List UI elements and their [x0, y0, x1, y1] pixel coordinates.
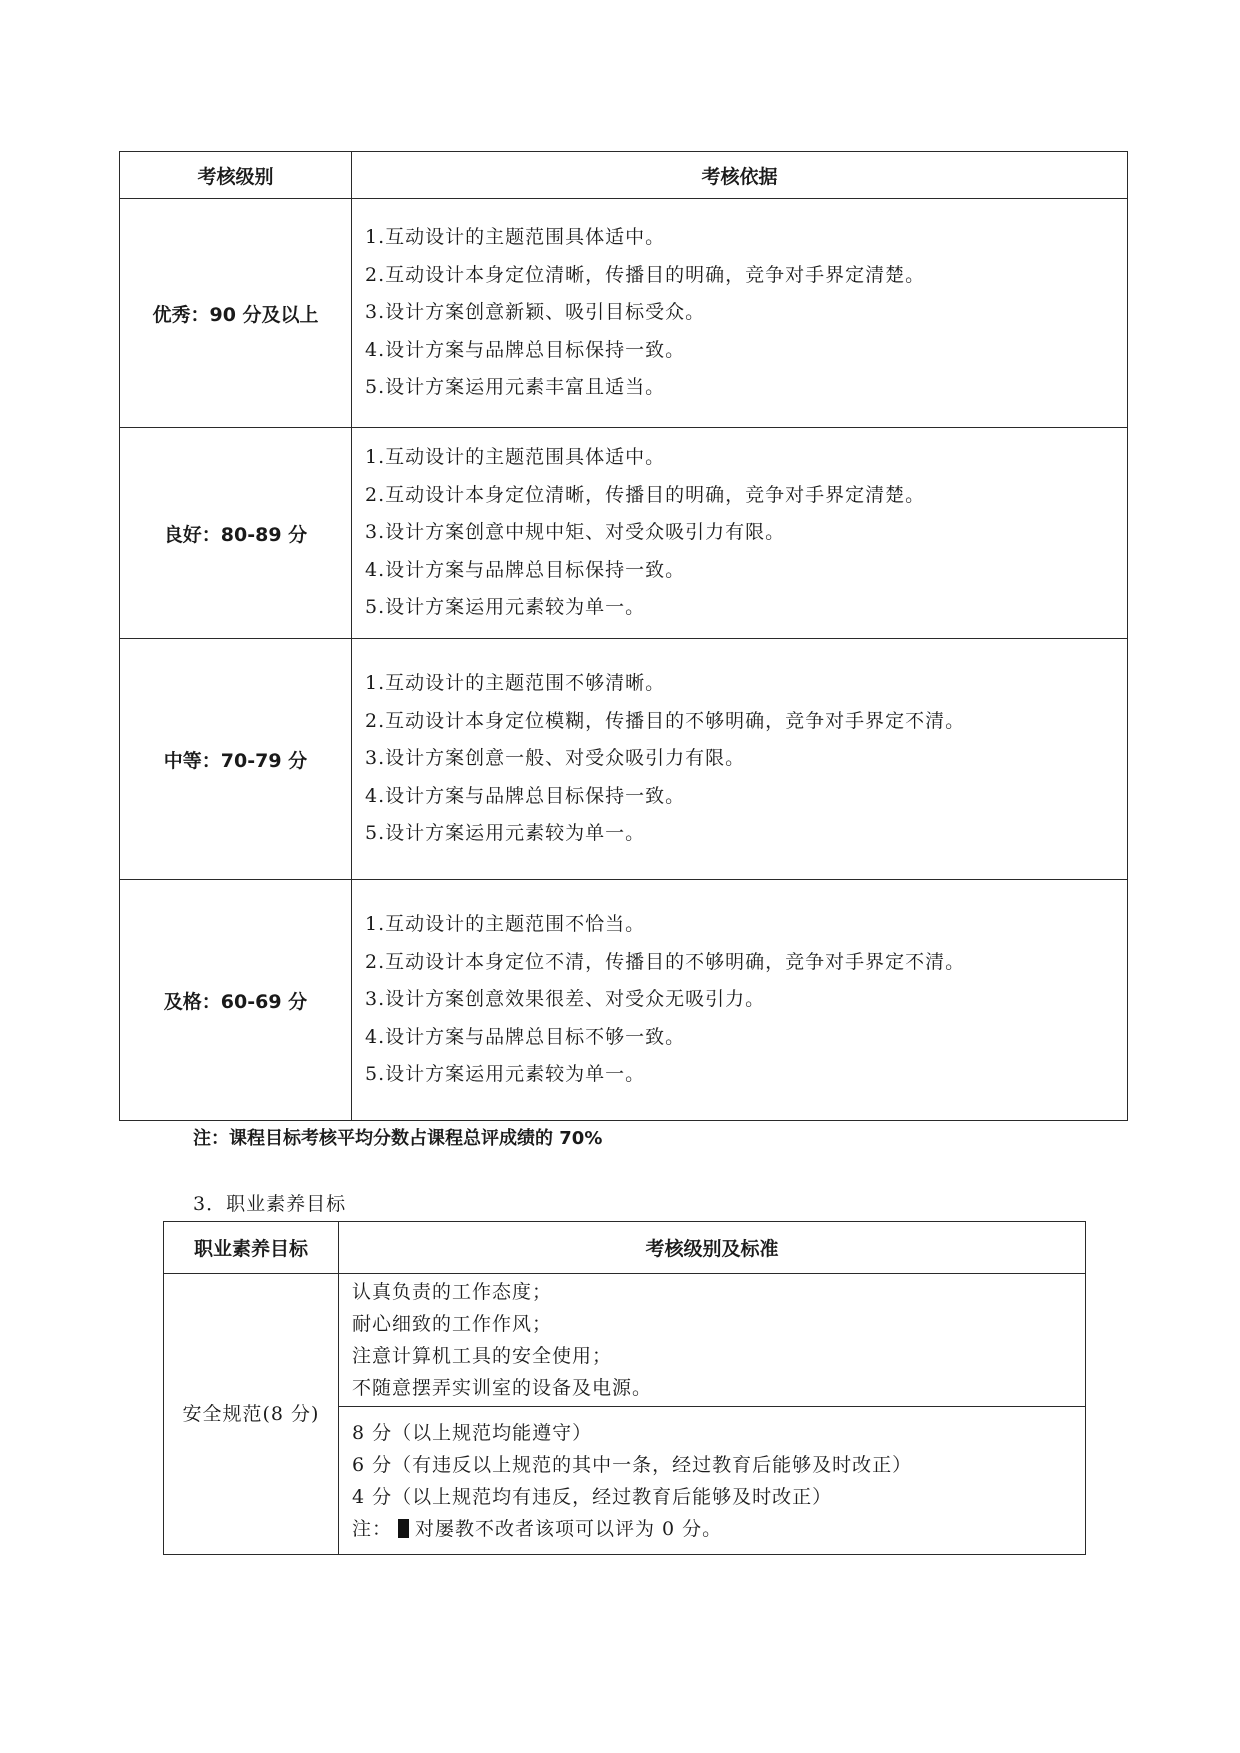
- section-title: 3．职业素养目标: [193, 1193, 347, 1215]
- criteria-item: 5.设计方案运用元素较为单一。: [365, 596, 646, 619]
- criteria-item: 2.互动设计本身定位清晰，传播目的明确，竞争对手界定清楚。: [365, 483, 926, 506]
- criteria-item: 4.设计方案与品牌总目标保持一致。: [365, 558, 686, 581]
- table-row: [120, 880, 1128, 1121]
- requirements-cell: [339, 1274, 1086, 1407]
- criteria-item: 2.互动设计本身定位不清，传播目的不够明确，竞争对手界定不清。: [365, 950, 966, 973]
- assessment-table-header: [120, 152, 1128, 199]
- criteria-cell: [352, 880, 1128, 1121]
- scoring-item: 6 分（有违反以上规范的其中一条，经过教育后能够及时改正）: [352, 1453, 913, 1476]
- criteria-item: 4.设计方案与品牌总目标保持一致。: [365, 338, 686, 361]
- literacy-table-header: [164, 1222, 1086, 1274]
- criteria-item: 1.互动设计的主题范围不够清晰。: [365, 672, 666, 695]
- scoring-note: [352, 1513, 1085, 1545]
- redaction-block: [398, 1519, 409, 1538]
- criteria-item: 4.设计方案与品牌总目标不够一致。: [365, 1025, 686, 1048]
- criteria-item: 2.互动设计本身定位模糊，传播目的不够明确，竞争对手界定不清。: [365, 709, 966, 732]
- assessment-table: [119, 151, 1128, 1121]
- criteria-item: 5.设计方案运用元素较为单一。: [365, 822, 646, 845]
- literacy-table: [163, 1221, 1086, 1555]
- goal-label: 安全规范(8 分): [182, 1403, 320, 1425]
- criteria-item: 3.设计方案创意一般、对受众吸引力有限。: [365, 747, 746, 770]
- table-row: [120, 639, 1128, 880]
- header-level: 考核级别: [120, 152, 352, 199]
- requirement-item: 耐心细致的工作作风；: [352, 1313, 553, 1335]
- criteria-item: 1.互动设计的主题范围具体适中。: [365, 226, 666, 249]
- scoring-cell: [339, 1407, 1086, 1555]
- level-label: 优秀：90 分及以上: [120, 199, 352, 428]
- criteria-cell: [352, 199, 1128, 428]
- scoring-item: 8 分（以上规范均能遵守）: [352, 1421, 593, 1444]
- requirement-item: 不随意摆弄实训室的设备及电源。: [352, 1377, 653, 1399]
- criteria-item: 5.设计方案运用元素较为单一。: [365, 1063, 646, 1086]
- criteria-item: 1.互动设计的主题范围不恰当。: [365, 913, 646, 936]
- requirement-item: 注意计算机工具的安全使用；: [352, 1345, 613, 1367]
- scoring-note-prefix: 注：: [352, 1517, 393, 1540]
- criteria-item: 3.设计方案创意新颖、吸引目标受众。: [365, 301, 706, 324]
- criteria-item: 1.互动设计的主题范围具体适中。: [365, 446, 666, 469]
- table-row: [164, 1274, 1086, 1407]
- weighting-note: 注：课程目标考核平均分数占课程总评成绩的 70%: [193, 1128, 603, 1149]
- criteria-cell: [352, 639, 1128, 880]
- criteria-item: 5.设计方案运用元素丰富且适当。: [365, 376, 666, 399]
- header-goal: 职业素养目标: [164, 1222, 339, 1274]
- criteria-cell: [352, 428, 1128, 639]
- header-standard: 考核级别及标准: [339, 1222, 1086, 1274]
- goal-cell: [164, 1274, 339, 1555]
- header-basis: 考核依据: [352, 152, 1128, 199]
- criteria-item: 4.设计方案与品牌总目标保持一致。: [365, 784, 686, 807]
- criteria-item: 3.设计方案创意中规中矩、对受众吸引力有限。: [365, 521, 786, 544]
- level-label: 及格：60-69 分: [120, 880, 352, 1121]
- criteria-item: 3.设计方案创意效果很差、对受众无吸引力。: [365, 988, 766, 1011]
- table-row: [120, 199, 1128, 428]
- table-row: [120, 428, 1128, 639]
- requirement-item: 认真负责的工作态度；: [352, 1281, 553, 1303]
- level-label: 中等：70-79 分: [120, 639, 352, 880]
- scoring-item: 4 分（以上规范均有违反，经过教育后能够及时改正）: [352, 1485, 833, 1508]
- scoring-note-text: 对屡教不改者该项可以评为 0 分。: [415, 1517, 723, 1540]
- criteria-item: 2.互动设计本身定位清晰，传播目的明确，竞争对手界定清楚。: [365, 263, 926, 286]
- level-label: 良好：80-89 分: [120, 428, 352, 639]
